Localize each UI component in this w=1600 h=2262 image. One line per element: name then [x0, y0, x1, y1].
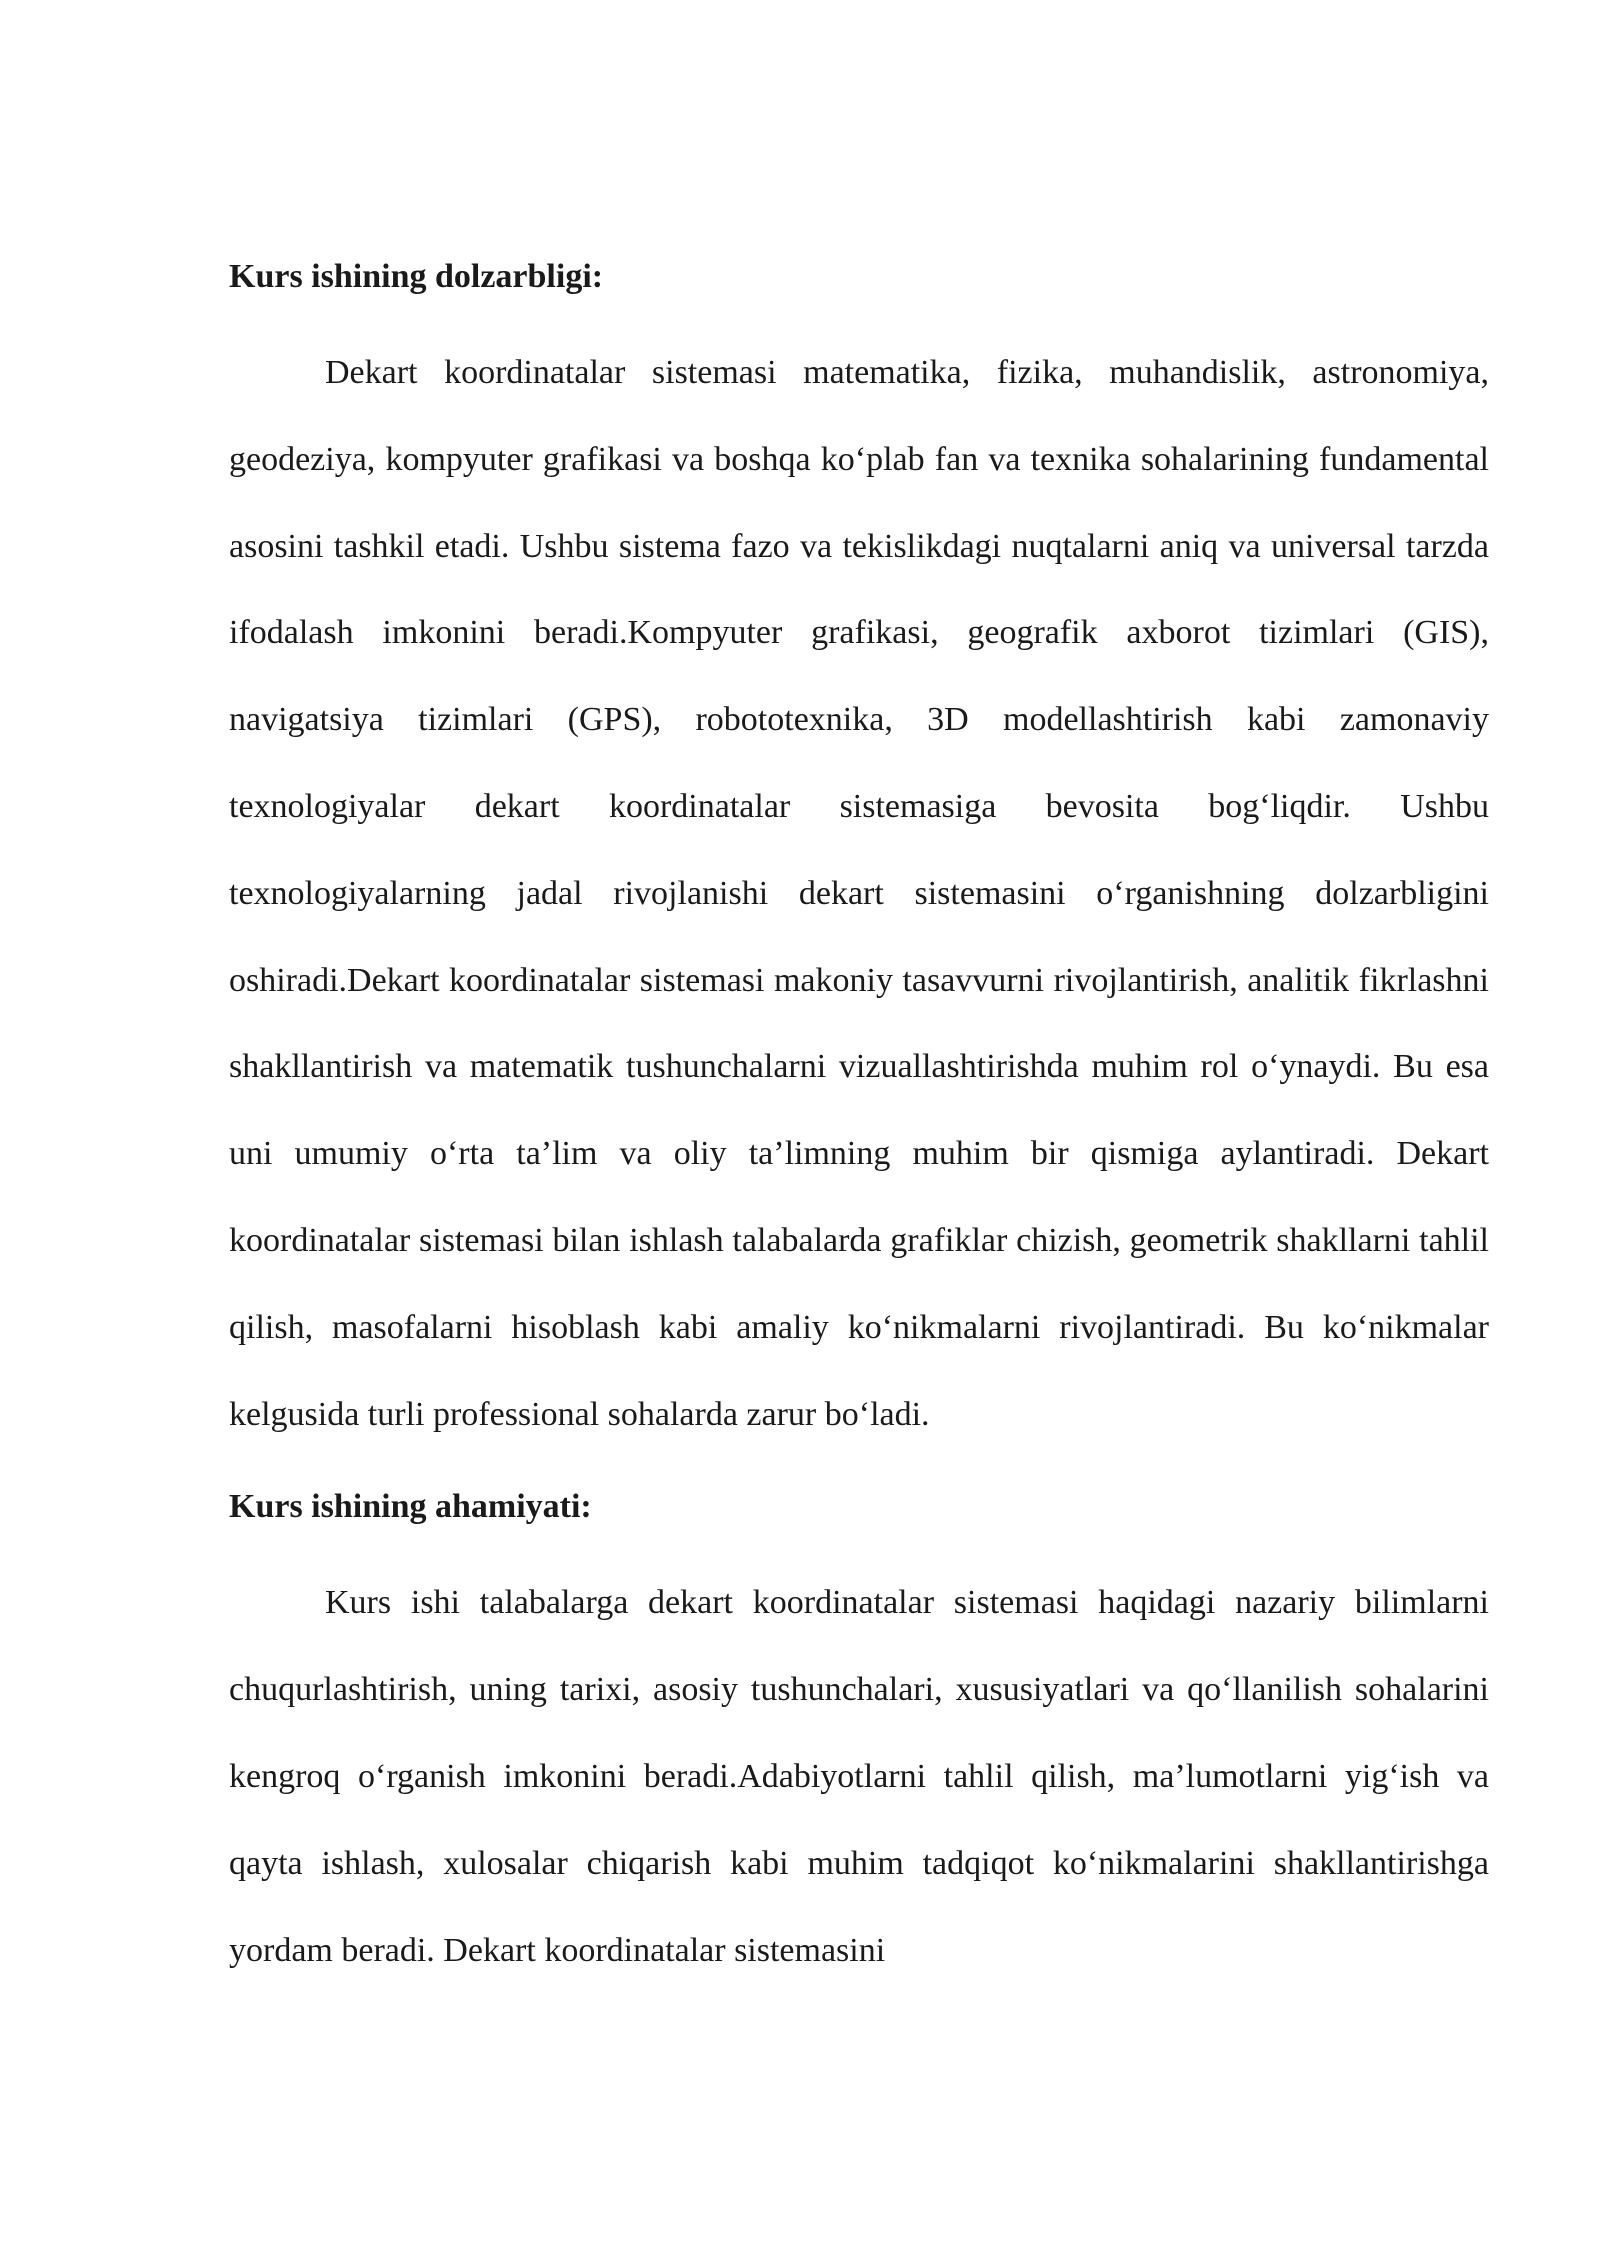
section-heading-importance: Kurs ishining ahamiyati:	[229, 1488, 592, 1526]
section-heading-relevance: Kurs ishining dolzarbligi:	[229, 258, 604, 295]
paragraph-relevance: Dekart koordinatalar sistemasi matematika, fizika, muhandislik, astronomiya, geodeziya, kompyuter grafikasi va boshqa ko‘plab fan va texnika sohalarining fundamental asosini tashkil etadi. Ushbu sistema fazo va tekislikdagi nuqtalarni aniq va universal tarzda ifodalash imkonini beradi.Kompyuter grafikasi, geografik axborot tizimlari (GIS), navigatsiya tizimlari (GPS), robototexnika, 3D modellashtirish kabi zamonaviy texnologiyalar dekart koordinatalar sistemasiga bevosita bog‘liqdir. Ushbu texnologiyalarning jadal rivojlanishi dekart sistemasini o‘rganishning dolzarbligini oshiradi.Dekart koordinatalar sistemasi makoniy tasavvurni rivojlantirish, analitik fikrlashni shakllantirish va matematik tushunchalarni vizuallashtirishda muhim rol o‘ynaydi. Bu esa uni umumiy o‘rta ta’lim va oliy ta’limning muhim bir qismiga aylantiradi. Dekart koordinatalar sistemasi bilan ishlash talabalarda grafiklar chizish, geometrik shakllarni tahlil qilish, masofalarni hisoblash kabi amaliy ko‘nikmalarni rivojlantiradi. Bu ko‘nikmalar kelgusida turli professional sohalarda zarur bo‘ladi.	[229, 354, 1489, 1433]
paragraph-importance: Kurs ishi talabalarga dekart koordinatalar sistemasi haqidagi nazariy bilimlarni chuqurlashtirish, uning tarixi, asosiy tushunchalari, xususiyatlari va qo‘llanilish sohalarini kengroq o‘rganish imkonini beradi.Adabiyotlarni tahlil qilish, ma’lumotlarni yig‘ish va qayta ishlash, xulosalar chiqarish kabi muhim tadqiqot ko‘nikmalarini shakllantirishga yordam beradi. Dekart koordinatalar sistemasini	[229, 1584, 1489, 1969]
page-content	[229, 252, 1489, 1994]
